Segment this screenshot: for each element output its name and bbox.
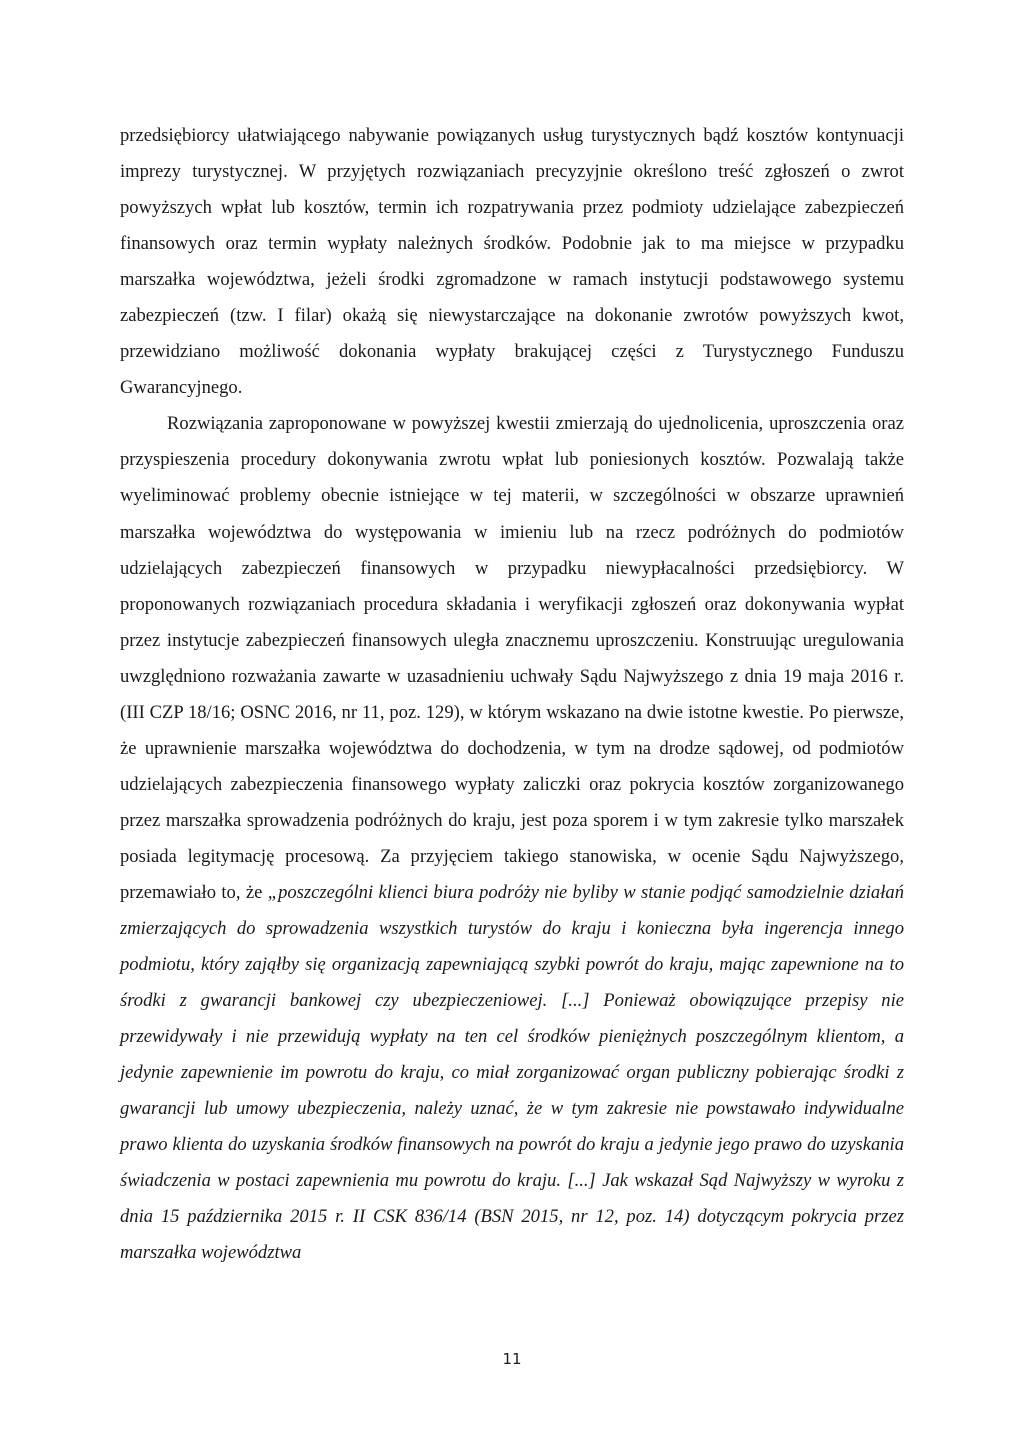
paragraph-2 [120, 406, 904, 1271]
page-number: 11 [502, 1350, 522, 1368]
document-body [120, 118, 904, 1272]
paragraph-2-text: Rozwiązania zaproponowane w powyższej kwestii zmierzają do ujednolicenia, uproszczenia oraz przyspieszenia procedury dokonywania zwrotu wpłat lub poniesionych kosztów. Pozwalają także wyeliminować problemy obecnie istniejące w tej materii, w szczególności w obszarze uprawnień marszałka województwa do występowania w imieniu lub na rzecz podróżnych do podmiotów udzielających zabezpieczeń finansowych w przypadku niewypłacalności przedsiębiorcy. W proponowanych rozwiązaniach procedura składania i weryfikacji zgłoszeń oraz dokonywania wypłat przez instytucje zabezpieczeń finansowych uległa znacznemu uproszczeniu. Konstruując uregulowania uwzględniono rozważania zawarte w uzasadnieniu uchwały Sądu Najwyższego z dnia 19 maja 2016 r. (III CZP 18/16; OSNC 2016, nr 11, poz. 129), w którym wskazano na dwie istotne kwestie. Po pierwsze, że uprawnienie marszałka województwa do dochodzenia, w tym na drodze sądowej, od podmiotów udzielających zabezpieczenia finansowego wypłaty zaliczki oraz pokrycia kosztów zorganizowanego przez marszałka sprowadzenia podróżnych do kraju, jest poza sporem i w tym zakresie tylko marszałek posiada legitymację procesową. Za przyjęciem takiego stanowiska, w ocenie Sądu Najwyższego, przemawiało to, że [120, 413, 904, 903]
paragraph-1: przedsiębiorcy ułatwiającego nabywanie powiązanych usług turystycznych bądź kosztów kontynuacji imprezy turystycznej. W przyjętych rozwiązaniach precyzyjnie określono treść zgłoszeń o zwrot powyższych wpłat lub kosztów, termin ich rozpatrywania przez podmioty udzielające zabezpieczeń finansowych oraz termin wypłaty należnych środków. Podobnie jak to ma miejsce w przypadku marszałka województwa, jeżeli środki zgromadzone w ramach instytucji podstawowego systemu zabezpieczeń (tzw. I filar) okażą się niewystarczające na dokonanie zwrotów powyższych kwot, przewidziano możliwość dokonania wypłaty brakującej części z Turystycznego Funduszu Gwarancyjnego. [120, 125, 904, 399]
supreme-court-quote: „poszczególni klienci biura podróży nie byliby w stanie podjąć samodzielnie działań zmierzających do sprowadzenia wszystkich turystów do kraju i konieczna była ingerencja innego podmiotu, który zająłby się organizacją zapewniającą szybki powrót do kraju, mając zapewnione na to środki z gwarancji bankowej czy ubezpieczeniowej. [...] Ponieważ obowiązujące przepisy nie przewidywały i nie przewidują wypłaty na ten cel środków pieniężnych poszczególnym klientom, a jedynie zapewnienie im powrotu do kraju, co miał zorganizować organ publiczny pobierając środki z gwarancji lub umowy ubezpieczenia, należy uznać, że w tym zakresie nie powstawało indywidualne prawo klienta do uzyskania środków finansowych na powrót do kraju a jedynie jego prawo do uzyskania świadczenia w postaci zapewnienia mu powrotu do kraju. [...] Jak wskazał Sąd Najwyższy w wyroku z dnia 15 października 2015 r. II CSK 836/14 (BSN 2015, nr 12, poz. 14) dotyczącym pokrycia przez marszałka województwa [120, 881, 904, 1264]
